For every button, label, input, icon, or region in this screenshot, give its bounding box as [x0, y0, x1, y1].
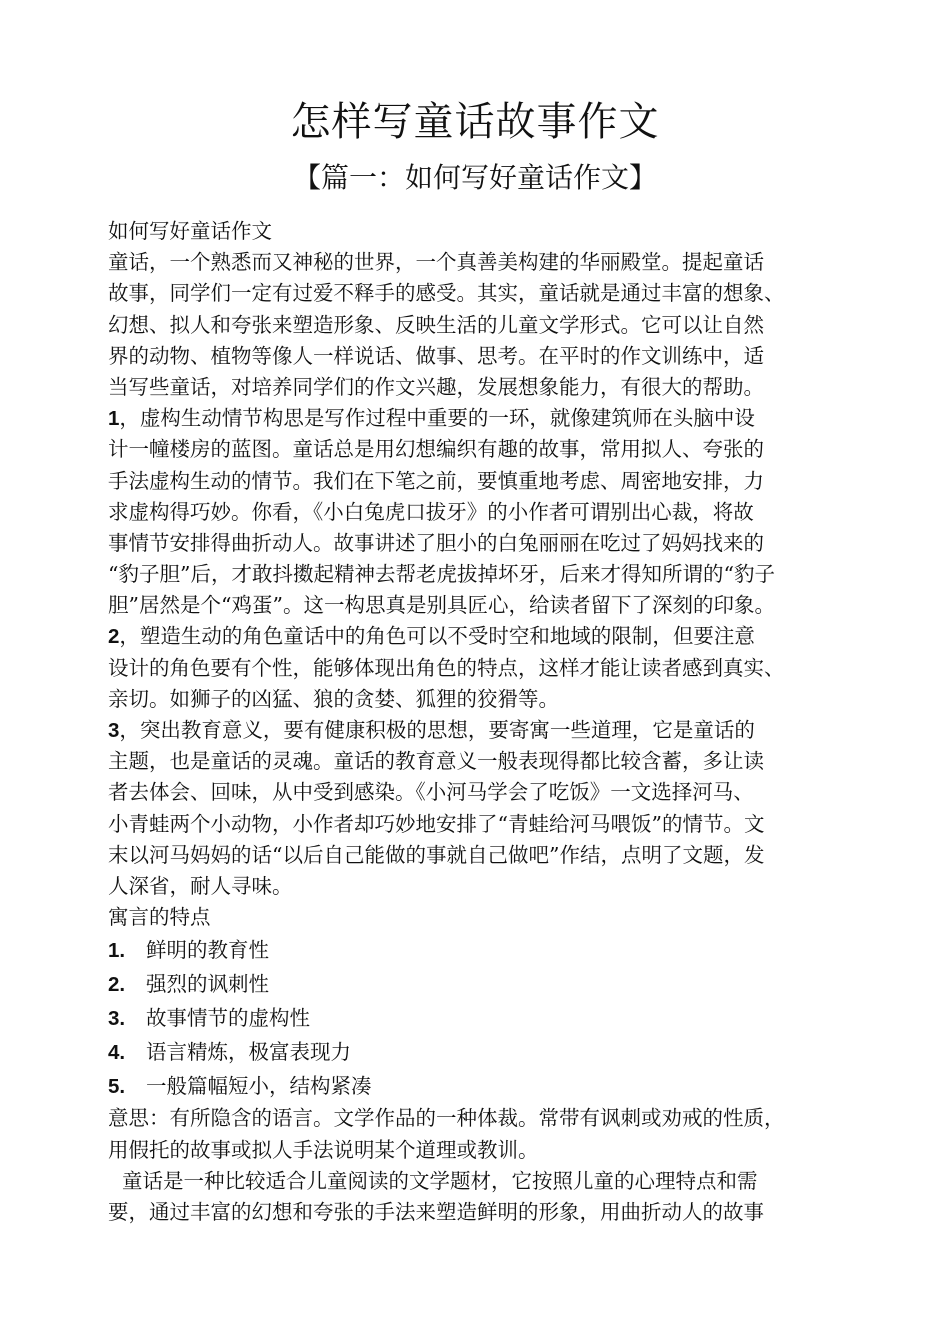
list-index: 4.	[108, 1041, 126, 1065]
point-text: ，虚构生动情节构思是写作过程中重要的一环，就像建筑师在头脑中设	[119, 406, 755, 431]
document-body	[108, 216, 868, 1228]
text-line: 亲切。如狮子的凶猛、狼的贪婪、狐狸的狡猾等。	[108, 686, 559, 711]
text-line: 设计的角色要有个性，能够体现出角色的特点，这样才能让读者感到真实、	[108, 655, 785, 680]
text-line: 末以河马妈妈的话“以后自己能做的事就自己做吧”作结，点明了文题，发	[108, 842, 765, 867]
point-1-paragraph	[108, 403, 868, 621]
document-subtitle: 【篇一：如何写好童话作文】	[292, 161, 657, 194]
text-line: 当写些童话，对培养同学们的作文兴趣，发展想象能力，有很大的帮助。	[108, 374, 764, 399]
point-3-paragraph	[108, 715, 868, 902]
text-line: 人深省，耐人寻味。	[108, 873, 293, 898]
closing-paragraph	[108, 1166, 868, 1228]
point-2-paragraph	[108, 621, 868, 715]
list-item	[108, 1001, 868, 1035]
intro-paragraph	[108, 247, 868, 403]
text-line	[108, 715, 868, 746]
point-number: 1	[108, 407, 120, 431]
text-line: 用假托的故事或拟人手法说明某个道理或教训。	[108, 1137, 539, 1162]
section-heading: 如何写好童话作文	[108, 219, 272, 243]
text-line: 幻想、拟人和夸张来塑造形象、反映生活的儿童文学形式。它可以让自然	[108, 312, 764, 337]
list-item	[108, 933, 868, 967]
point-text: ，突出教育意义，要有健康积极的思想，要寄寓一些道理，它是童话的	[119, 718, 755, 742]
document-title: 怎样写童话故事作文	[290, 99, 660, 145]
point-text: ，塑造生动的角色童话中的角色可以不受时空和地域的限制，但要注意	[119, 624, 755, 649]
text-line: 者去体会、回味，从中受到感染。《小河马学会了吃饭》一文选择河马、	[108, 780, 754, 805]
text-line: 童话是一种比较适合儿童阅读的文学题材，它按照儿童的心理特点和需	[122, 1168, 758, 1193]
text-line: 童话，一个熟悉而又神秘的世界，一个真善美构建的华丽殿堂。提起童话	[108, 250, 764, 275]
text-line: 主题，也是童话的灵魂。童话的教育意义一般表现得都比较含蓄，多让读	[108, 749, 764, 774]
text-line: 事情节安排得曲折动人。故事讲述了胆小的白兔丽丽在吃过了妈妈找来的	[108, 530, 764, 555]
list-index: 1.	[108, 939, 126, 963]
list-text: 鲜明的教育性	[146, 938, 269, 963]
text-line: 求虚构得巧妙。你看，《小白兔虎口拔牙》的小作者可谓别出心裁，将故	[108, 499, 754, 524]
text-line: 界的动物、植物等像人一样说话、做事、思考。在平时的作文训练中，适	[108, 343, 764, 368]
point-number: 3	[108, 719, 120, 742]
text-line: 胆”居然是个“鸡蛋”。这一构思真是别具匠心，给读者留下了深刻的印象。	[108, 593, 775, 618]
list-text: 语言精炼，极富表现力	[146, 1040, 351, 1065]
point-number: 2	[108, 625, 120, 649]
fable-heading: 寓言的特点	[108, 905, 211, 930]
list-item	[108, 1035, 868, 1069]
text-line	[108, 403, 868, 434]
text-line: 故事，同学们一定有过爱不释手的感受。其实，童话就是通过丰富的想象、	[108, 281, 785, 306]
text-line: “豹子胆”后，才敢抖擞起精神去帮老虎拔掉坏牙，后来才得知所谓的“豹子	[108, 562, 775, 587]
list-text: 故事情节的虚构性	[146, 1006, 310, 1031]
text-line	[108, 621, 868, 652]
meaning-paragraph	[108, 1103, 868, 1165]
fable-feature-list	[108, 933, 868, 1103]
list-index: 2.	[108, 973, 126, 997]
text-line: 意思：有所隐含的语言。文学作品的一种体裁。常带有讽刺或劝戒的性质，	[108, 1106, 785, 1131]
list-item	[108, 967, 868, 1001]
text-line: 要，通过丰富的幻想和夸张的手法来塑造鲜明的形象，用曲折动人的故事	[108, 1199, 764, 1224]
text-line: 小青蛙两个小动物，小作者却巧妙地安排了“青蛙给河马喂饭”的情节。文	[108, 811, 765, 836]
list-item	[108, 1069, 868, 1103]
list-index: 3.	[108, 1007, 126, 1031]
list-text: 强烈的讽刺性	[146, 972, 269, 997]
text-line: 手法虚构生动的情节。我们在下笔之前，要慎重地考虑、周密地安排，力	[108, 468, 764, 493]
text-line: 计一幢楼房的蓝图。童话总是用幻想编织有趣的故事，常用拟人、夸张的	[108, 437, 764, 462]
list-index: 5.	[108, 1075, 126, 1099]
list-text: 一般篇幅短小，结构紧凑	[146, 1074, 372, 1099]
